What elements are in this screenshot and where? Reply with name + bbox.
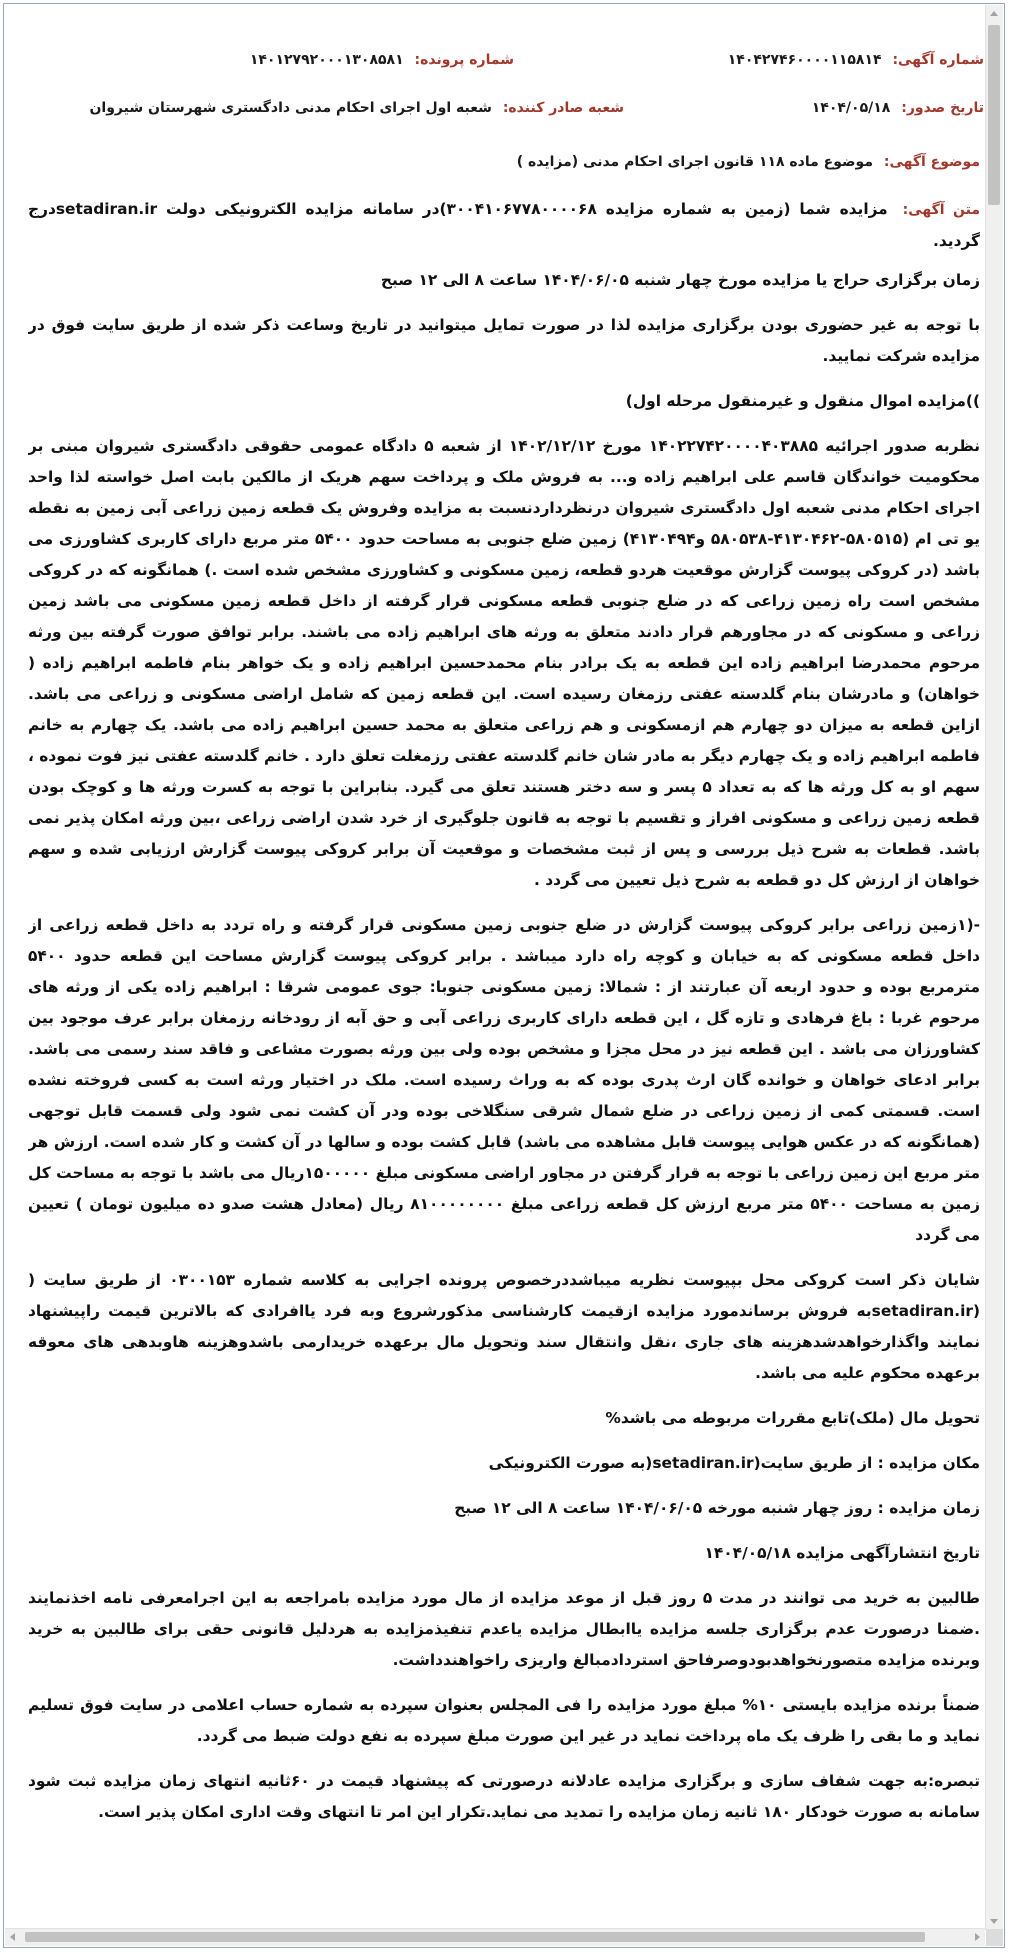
issue-date: ۱۴۰۴/۰۵/۱۸	[811, 100, 891, 116]
body-intro: مزایده شما (زمین به شماره مزایده ۳۰۰۴۱۰۶۷۷۸۰۰۰۰۶۸)در سامانه مزایده الکترونیکی دولت setadiran.irدرج گردید.	[28, 200, 980, 250]
case-number-label: شماره پرونده:	[414, 52, 514, 68]
auction-time-line: زمان برگزاری حراج یا مزایده مورخ چهار شنبه ۱۴۰۴/۰۶/۰۵ ساعت ۸ الی ۱۲ صبح	[380, 271, 980, 289]
online-note: با توجه به غیر حضوری بودن برگزاری مزایده لذا در صورت تمایل میتوانید در تاریخ وساعت ذکر شده از طریق سایت فوق در مزایده شرکت نمایید.	[28, 316, 980, 365]
place-line: مکان مزایده : از طریق سایت(setadiran.ir(به صورت الکترونیکی	[488, 1454, 980, 1472]
time-line: زمان مزایده : روز چهار شنبه مورخه ۱۴۰۴/۰۶/۰۵ ساعت ۸ الی ۱۲ صبح	[454, 1499, 980, 1517]
ad-number-label: شماره آگهی:	[892, 52, 984, 68]
subject-field	[28, 154, 984, 170]
announcement-body	[28, 194, 984, 1828]
vertical-scroll-thumb[interactable]	[988, 25, 1000, 205]
document-frame	[3, 3, 1005, 1948]
case-number-field	[250, 52, 514, 68]
body-intro-paragraph	[28, 194, 980, 257]
issue-date-field	[812, 100, 984, 116]
publish-date-line: تاریخ انتشارآگهی مزایده ۱۴۰۴/۰۵/۱۸	[704, 1544, 980, 1562]
horizontal-scroll-thumb[interactable]	[25, 1932, 925, 1942]
vertical-scrollbar[interactable]	[985, 5, 1003, 1930]
paragraph-3: شایان ذکر است کروکی محل بپیوست نظریه میباشددرخصوص پرونده اجرایی به کلاسه شماره ۰۳۰۰۱۵۳ از طریق سایت ( (setadiran.irبه فروش برساندمورد مزایده ازقیمت کارشناسی مذکورشروع وبه فرد یاافرادی که بالاترین قیمت راپیشنهاد نمایند واگذارخواهدشدهزینه های جاری ،نقل وانتقال سند وتحویل مال برعهده خریدارمی باشدوهزینه هاوبدهی های معوقه برعهده محکوم علیه می باشد.	[28, 1271, 980, 1382]
ad-number: ۱۴۰۴۲۷۴۶۰۰۰۰۱۱۵۸۱۴	[727, 52, 882, 68]
body-label: متن آگهی:	[902, 202, 981, 218]
delivery-line: تحویل مال (ملک)تابع مقررات مربوطه می باشد%	[605, 1409, 980, 1427]
paragraph-4: طالبین به خرید می توانند در مدت ۵ روز قبل از موعد مزایده از مال مورد مزایده بامراجعه به این اجرامعرفی نامه اخذنمایند .ضمنا درصورت عدم برگزاری جلسه مزایده یاابطال مزایده یاعدم تنفیذمزایده به هردلیل قانونی حقی برای طالبین به خرید وبرنده مزایده متصورنخواهدبودوصرفاحق استردادمبالغ واریزی راخواهندداشت.	[28, 1589, 980, 1669]
subject-value: موضوع ماده ۱۱۸ قانون اجرای احکام مدنی (مزایده )	[516, 154, 873, 170]
paragraph-2: -(۱زمین زراعی برابر کروکی پیوست گزارش در ضلع جنوبی زمین مسکونی قرار گرفته و راه تردد به داخل قطعه زراعی از داخل قطعه مسکونی که به خیابان و کوچه راه دارد میباشد . برابر کروکی پیوست گزارش مساحت این قطعه حدود ۵۴۰۰ مترمربع بوده و حدود اربعه آن عبارتند از : شمالا: زمین مسکونی جنوبا: جوی عمومی شرقا : ابراهیم زاده یکی از ورثه های مرحوم غربا : باغ فرهادی و تازه گل ، این قطعه دارای کاربری زراعی آبی و حق آبه از رودخانه رزمغان برابر عرف موجود بین کشاورزان می باشد . این قطعه نیز در محل مجزا و مشخص بوده ولی بین ورثه بصورت مشاعی و فاقد سند رسمی می باشد. برابر ادعای خواهان و خوانده گان ارث پدری بوده که به وراث رسیده است. ملک در اختیار ورثه است به کسی فروخته نشده است. قسمتی کمی از زمین زراعی در ضلع شمال شرقی سنگلاخی بوده ودر آن کشت نمی شود ولی قسمت قابل توجهی (همانگونه که در عکس هوایی پیوست قابل مشاهده می باشد) قابل کشت بوده و سالها در آن کشت و کار شده است. ارزش هر متر مربع این زمین زراعی با توجه به قرار گرفتن در مجاور اراضی مسکونی مبلغ ۱۵۰۰۰۰۰ریال می باشد با توجه به مساحت کل زمین به مساحت ۵۴۰۰ متر مربع ارزش کل قطعه زراعی مبلغ ۸۱۰۰۰۰۰۰۰۰ ریال (معادل هشت صدو ده میلیون تومان ) تعیین می گردد	[28, 916, 980, 1244]
horizontal-scrollbar[interactable]	[5, 1928, 985, 1946]
paragraph-1: نظربه صدور اجرائیه ۱۴۰۲۲۷۴۲۰۰۰۰۴۰۳۸۸۵ مورخ ۱۴۰۲/۱۲/۱۲ از شعبه ۵ دادگاه عمومی حقوقی دادگستری شیروان مبنی بر محکومیت خواندگان قاسم علی ابراهیم زاده و... به فروش ملک و پرداخت سهم هریک از مالکین بابت اصل خواسته لذا واحد اجرای احکام مدنی شعبه اول دادگستری شیروان درنظرداردنسبت به مزایده وفروش یک قطعه زمین زراعی آبی زمین به نقطه یو تی ام (۵۸۰۵۱۵-۴۱۳۰۴۶۲-۵۸۰۵۳۸ و۴۱۳۰۴۹۴) زمین ضلع جنوبی به مساحت حدود ۵۴۰۰ متر مربع دارای کاربری کشاورزی می باشد (در کروکی پیوست گزارش موقعیت هردو قطعه، زمین مسکونی و کشاورزی مشخص شده است .) همانگونه که در کروکی مشخص است راه زمین زراعی که در ضلع جنوبی قطعه مسکونی قرار گرفته از داخل قطعه زمین مسکونی می باشد زمین زراعی و مسکونی که در مجاورهم قرار دادند متعلق به ورثه های ابراهیم زاده می باشند. برابر توافق صورت گرفته بین ورثه مرحوم محمدرضا ابراهیم زاده این قطعه به یک برادر بنام محمدحسین ابراهیم زاده و یک خواهر بنام فاطمه ابراهیم زاده ( خواهان) و مادرشان بنام گلدسته عفتی رزمغان رسیده است. این قطعه زمین که شامل اراضی مسکونی و زراعی می باشد. ازاین قطعه به میزان دو چهارم هم ازمسکونی و هم زراعی متعلق به محمد حسین ابراهیم زاده می باشد. یک چهارم به خانم فاطمه ابراهیم زاده و یک چهارم دیگر به مادر شان خانم گلدسته عفتی رزمغلت تعلق دارد . خانم گلدسته عفتی نیز فوت نموده ، سهم او به کل ورثه ها که به تعداد ۵ پسر و سه دختر هستند تعلق می گیرد. بنابراین با توجه به کسرت ورثه ها و کوچک بودن قطعه زمین زراعی و مسکونی افراز و تقسیم با توجه به قانون جلوگیری از خرد شدن اراضی زراعی ،بین ورثه امکان پذیر نمی باشد. قطعات به شرح ذیل بررسی و پس از ثبت مشخصات و موقعیت آن برابر کروکی پیوست گزارش ارزیابی شده و سهم خواهان از ارزش کل دو قطعه به شرح ذیل تعیین می گردد .	[28, 437, 980, 889]
case-number: ۱۴۰۱۲۷۹۲۰۰۰۱۳۰۸۵۸۱	[249, 52, 404, 68]
ad-number-field	[728, 52, 984, 68]
issuer: شعبه اول اجرای احکام مدنی دادگستری شهرستان شیروان	[89, 100, 492, 116]
scroll-right-icon[interactable]	[975, 1933, 980, 1941]
paragraph-5: ضمناً برنده مزایده بایستی ۱۰% مبلغ مورد مزایده را فی المجلس بعنوان سپرده به شماره حساب اعلامی در سایت فوق تسلیم نماید و ما بقی را ظرف یک ماه پرداخت نماید در غیر این صورت مبلغ سپرده به نفع دولت ضبط می گردد.	[28, 1696, 980, 1745]
scrollbar-corner	[986, 1929, 1003, 1946]
issuer-field	[89, 100, 624, 116]
scroll-up-icon[interactable]	[990, 11, 998, 16]
announcement-content	[28, 4, 984, 1927]
issuer-label: شعبه صادر کننده:	[502, 100, 624, 116]
subject-label: موضوع آگهی:	[883, 154, 980, 170]
scroll-left-icon[interactable]	[10, 1933, 15, 1941]
scroll-down-icon[interactable]	[990, 1919, 998, 1924]
auction-heading: ))مزایده اموال منقول و غیرمنقول مرحله اول)	[625, 392, 980, 410]
issue-date-label: تاریخ صدور:	[901, 100, 984, 116]
paragraph-6: تبصره:به جهت شفاف سازی و برگزاری مزایده عادلانه درصورتی که پیشنهاد قیمت در ۶۰ثانیه انتهای زمان مزایده ثبت شود سامانه به صورت خودکار ۱۸۰ ثانیه زمان مزایده را تمدید می نماید.تکرار این امر تا انتهای وقت اداری امکان پذیر است.	[28, 1772, 981, 1821]
